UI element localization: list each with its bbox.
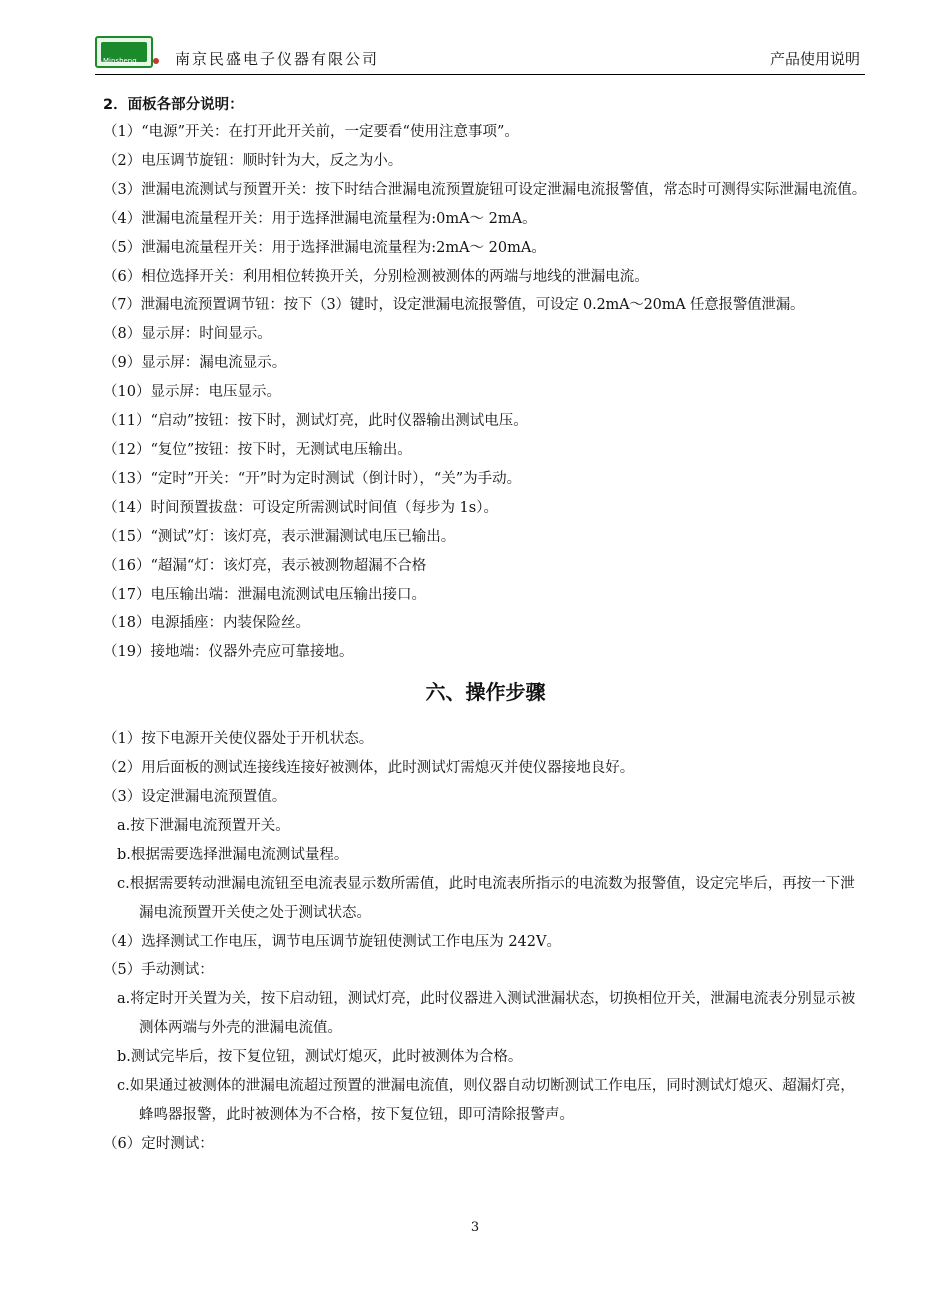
step-1: （1）按下电源开关使仪器处于开机状态。 <box>103 731 374 748</box>
panel-item: （10）显示屏：电压显示。 <box>103 384 281 401</box>
step-5: （5）手动测试： <box>103 962 214 979</box>
registered-mark-icon <box>153 58 159 64</box>
panel-item: （16）“超漏“灯：该灯亮，表示被测物超漏不合格 <box>103 557 427 574</box>
document-title: 产品使用说明 <box>769 50 860 68</box>
panel-item: （12）“复位”按钮：按下时，无测试电压输出。 <box>103 441 412 458</box>
company-name: 南京民盛电子仪器有限公司 <box>175 50 380 68</box>
panel-item: （18）电源插座：内装保险丝。 <box>103 615 310 632</box>
step-2: （2）用后面板的测试连接线连接好被测体，此时测试灯需熄灭并使仪器接地良好。 <box>103 760 635 777</box>
step-3a: a.按下泄漏电流预置开关。 <box>117 817 290 834</box>
step-6: （6）定时测试： <box>103 1135 214 1152</box>
company-logo <box>95 36 153 68</box>
panel-item: （13）“定时”开关：“开”时为定时测试（倒计时），“关”为手动。 <box>103 470 522 487</box>
logo-text: Minsheng <box>103 57 137 65</box>
panel-item: （9）显示屏：漏电流显示。 <box>103 355 287 372</box>
panel-item: （1）“电源”开关：在打开此开关前，一定要看“使用注意事项”。 <box>103 124 519 140</box>
panel-item: （2）电压调节旋钮：顺时针为大，反之为小。 <box>103 152 403 169</box>
step-5b: b.测试完毕后，按下复位钮，测试灯熄灭，此时被测体为合格。 <box>117 1049 523 1066</box>
panel-item: （6）相位选择开关：利用相位转换开关，分别检测被测体的两端与地线的泄漏电流。 <box>103 268 649 285</box>
panel-item: （3）泄漏电流测试与预置开关：按下时结合泄漏电流预置旋钮可设定泄漏电流报警值，常态时可测得实际泄漏电流值。 <box>103 181 867 198</box>
panel-item: （17）电压输出端：泄漏电流测试电压输出接口。 <box>103 586 426 603</box>
step-3b: b.根据需要选择泄漏电流测试量程。 <box>117 846 349 863</box>
step-3: （3）设定泄漏电流预置值。 <box>103 789 287 806</box>
section-6-title: 六、操作步骤 <box>425 680 546 705</box>
panel-item: （19）接地端：仪器外壳应可靠接地。 <box>103 644 354 661</box>
page-content <box>103 92 868 1159</box>
step-5c: c.如果通过被测体的泄漏电流超过预置的泄漏电流值，则仪器自动切断测试工作电压，同时测试灯熄灭、超漏灯亮，蜂鸣器报警，此时被测体为不合格，按下复位钮，即可清除报警声。 <box>117 1078 855 1123</box>
panel-item: （11）“启动”按钮：按下时，测试灯亮，此时仪器输出测试电压。 <box>103 413 528 430</box>
header-divider <box>95 74 865 75</box>
panel-item: （14）时间预置拔盘：可设定所需测试时间值（每步为 1s）。 <box>103 499 498 516</box>
panel-item: （5）泄漏电流量程开关：用于选择泄漏电流量程为:2mA～ 20mA。 <box>103 239 546 256</box>
step-5a: a.将定时开关置为关，按下启动钮，测试灯亮，此时仪器进入测试泄漏状态，切换相位开关，泄漏电流表分别显示被测体两端与外壳的泄漏电流值。 <box>117 991 856 1037</box>
panel-item: （7）泄漏电流预置调节钮：按下（3）键时，设定泄漏电流报警值，可设定 0.2mA～20mA 任意报警值泄漏。 <box>103 297 805 314</box>
step-4: （4）选择测试工作电压，调节电压调节旋钮使测试工作电压为 242V。 <box>103 933 561 950</box>
panel-item: （15）“测试”灯：该灯亮，表示泄漏测试电压已输出。 <box>103 528 456 545</box>
panel-item: （8）显示屏：时间显示。 <box>103 326 272 343</box>
section-2-title: 2．面板各部分说明： <box>103 97 244 113</box>
step-3c: c.根据需要转动泄漏电流钮至电流表显示数所需值，此时电流表所指示的电流数为报警值，设定完毕后，再按一下泄漏电流预置开关使之处于测试状态。 <box>117 875 855 921</box>
panel-item: （4）泄漏电流量程开关：用于选择泄漏电流量程为:0mA～ 2mA。 <box>103 210 537 227</box>
page-header <box>95 36 860 74</box>
page-number: 3 <box>470 1220 480 1235</box>
